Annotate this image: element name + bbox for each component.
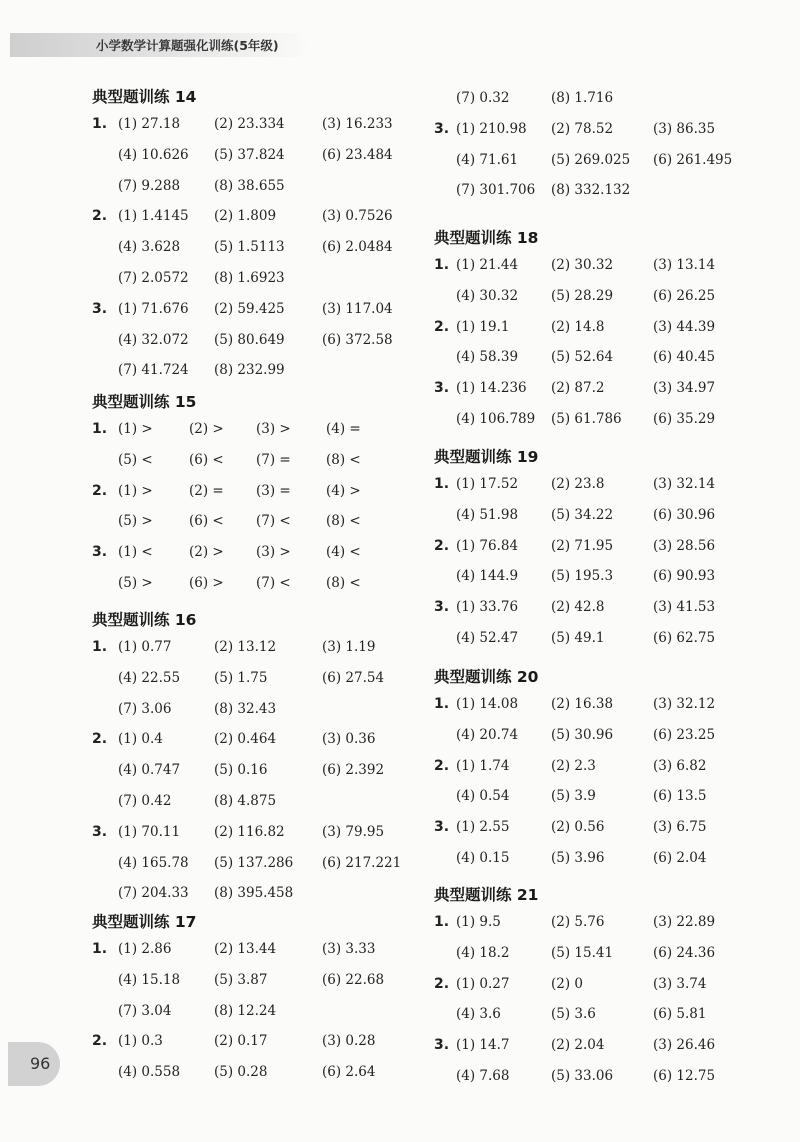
answer-item: (6) 40.45 bbox=[653, 349, 716, 366]
answer-row bbox=[92, 544, 422, 566]
answer-row bbox=[434, 1068, 774, 1090]
answer-item: (4) 71.61 bbox=[456, 151, 519, 168]
answer-item: (1) 9.5 bbox=[456, 914, 501, 930]
answer-item: (4) 7.68 bbox=[456, 1068, 510, 1084]
answer-item: (2) 1.809 bbox=[214, 208, 277, 225]
answer-item: (6) 2.392 bbox=[322, 762, 385, 779]
answer-item: (5) 30.96 bbox=[551, 726, 614, 743]
answer-item: (3) 34.97 bbox=[653, 380, 716, 397]
answer-item: (4) 15.18 bbox=[118, 971, 181, 988]
question-number: 1. bbox=[434, 696, 450, 712]
answer-row bbox=[92, 1033, 422, 1055]
answer-item: (6) 372.58 bbox=[322, 331, 393, 348]
answer-item: (3) 6.82 bbox=[653, 757, 707, 774]
answer-item: (3) 0.28 bbox=[322, 1033, 376, 1050]
answer-item: (2) 2.04 bbox=[551, 1037, 605, 1054]
answer-item: (3) 0.36 bbox=[322, 731, 376, 748]
answer-row bbox=[434, 788, 774, 810]
answer-item: (5) > bbox=[118, 575, 153, 591]
answer-item: (5) 49.1 bbox=[551, 630, 605, 646]
answer-item: (7) 3.06 bbox=[118, 700, 172, 717]
answer-item: (3) 3.74 bbox=[653, 975, 707, 992]
answer-item: (1) 0.27 bbox=[456, 975, 510, 992]
answer-item: (3) 32.14 bbox=[653, 476, 716, 492]
answer-row bbox=[434, 152, 774, 174]
answer-row bbox=[434, 568, 774, 590]
answer-item: (5) 28.29 bbox=[551, 287, 614, 304]
answer-item: (7) 3.04 bbox=[118, 1002, 172, 1019]
answer-item: (8) 38.655 bbox=[214, 177, 285, 194]
answer-item: (2) 0.17 bbox=[214, 1033, 268, 1050]
answer-row bbox=[92, 178, 422, 200]
answer-item: (4) 0.54 bbox=[456, 788, 510, 805]
answer-item: (5) 269.025 bbox=[551, 151, 631, 168]
question-number: 1. bbox=[92, 941, 108, 957]
answer-row bbox=[434, 1006, 774, 1028]
answer-item: (2) 14.8 bbox=[551, 318, 605, 335]
answer-item: (5) 1.75 bbox=[214, 669, 268, 686]
answer-item: (1) 1.74 bbox=[456, 757, 510, 774]
answer-item: (3) 1.19 bbox=[322, 639, 376, 655]
answer-row bbox=[92, 793, 422, 815]
answer-row bbox=[92, 483, 422, 505]
answer-item: (3) 28.56 bbox=[653, 537, 716, 554]
question-number: 2. bbox=[434, 757, 450, 774]
answer-item: (4) 106.789 bbox=[456, 411, 536, 427]
answer-row bbox=[434, 90, 774, 112]
answer-item: (4) 0.558 bbox=[118, 1064, 181, 1081]
answer-row bbox=[92, 762, 422, 784]
answer-item: (7) 2.0572 bbox=[118, 270, 189, 286]
answer-item: (2) 42.8 bbox=[551, 599, 605, 616]
answer-item: (5) 15.41 bbox=[551, 944, 614, 961]
answer-item: (7) 0.42 bbox=[118, 793, 172, 809]
answer-item: (3) > bbox=[256, 544, 291, 561]
answer-row bbox=[92, 824, 422, 846]
answer-item: (1) 14.7 bbox=[456, 1037, 510, 1054]
answer-item: (5) 52.64 bbox=[551, 349, 614, 366]
answer-item: (1) 76.84 bbox=[456, 537, 519, 554]
answer-item: (1) > bbox=[118, 421, 153, 437]
answer-item: (4) 51.98 bbox=[456, 506, 519, 523]
answer-row bbox=[434, 945, 774, 967]
answer-item: (2) > bbox=[189, 544, 224, 561]
answer-row bbox=[434, 349, 774, 371]
answer-item: (4) < bbox=[326, 544, 361, 561]
answer-item: (5) 1.5113 bbox=[214, 239, 285, 256]
answer-item: (1) 27.18 bbox=[118, 116, 181, 132]
answer-item: (3) 117.04 bbox=[322, 300, 393, 317]
section-title: 典型题训练 21 bbox=[434, 886, 539, 904]
answer-row bbox=[92, 362, 422, 384]
answer-item: (1) > bbox=[118, 482, 153, 499]
answer-item: (7) 204.33 bbox=[118, 885, 189, 902]
question-number: 2. bbox=[434, 318, 450, 335]
answer-item: (3) = bbox=[256, 482, 291, 499]
answer-row bbox=[92, 670, 422, 692]
answer-item: (1) 17.52 bbox=[456, 476, 519, 492]
answer-item: (2) = bbox=[189, 482, 224, 499]
answer-item: (2) 23.334 bbox=[214, 116, 285, 132]
answer-item: (4) 52.47 bbox=[456, 630, 519, 646]
answer-row bbox=[434, 257, 774, 279]
answer-item: (8) < bbox=[326, 451, 361, 468]
answer-item: (6) > bbox=[189, 575, 224, 591]
answer-item: (8) < bbox=[326, 575, 361, 591]
answer-row bbox=[434, 850, 774, 872]
answer-item: (5) < bbox=[118, 451, 153, 468]
answer-item: (8) 395.458 bbox=[214, 885, 294, 902]
answer-item: (6) 35.29 bbox=[653, 411, 716, 427]
answer-item: (5) 34.22 bbox=[551, 506, 614, 523]
answer-item: (2) 0.464 bbox=[214, 731, 277, 748]
answer-item: (5) > bbox=[118, 513, 153, 530]
answer-item: (3) 32.12 bbox=[653, 696, 716, 712]
answer-item: (3) 3.33 bbox=[322, 941, 376, 957]
answer-item: (6) 26.25 bbox=[653, 287, 716, 304]
answer-item: (1) 71.676 bbox=[118, 300, 189, 317]
question-number: 2. bbox=[92, 1033, 108, 1050]
answer-item: (1) 21.44 bbox=[456, 257, 519, 273]
answer-row bbox=[434, 411, 774, 433]
answer-item: (3) 16.233 bbox=[322, 116, 393, 132]
answer-item: (6) 2.04 bbox=[653, 850, 707, 866]
section-title: 典型题训练 15 bbox=[92, 393, 197, 411]
answer-item: (8) 32.43 bbox=[214, 700, 277, 717]
answer-item: (8) 332.132 bbox=[551, 182, 631, 199]
question-number: 3. bbox=[92, 544, 108, 561]
answer-item: (7) = bbox=[256, 451, 291, 468]
answer-row bbox=[434, 599, 774, 621]
answer-row bbox=[92, 731, 422, 753]
answer-row bbox=[92, 885, 422, 907]
answer-item: (1) 0.4 bbox=[118, 731, 163, 748]
answer-item: (6) 24.36 bbox=[653, 944, 716, 961]
answer-row bbox=[434, 630, 774, 652]
answer-item: (7) 301.706 bbox=[456, 182, 536, 199]
answer-item: (4) 3.6 bbox=[456, 1006, 501, 1023]
answer-item: (4) = bbox=[326, 421, 361, 437]
answer-item: (4) 58.39 bbox=[456, 349, 519, 366]
answer-item: (4) 22.55 bbox=[118, 669, 181, 686]
answer-row bbox=[92, 941, 422, 963]
answer-row bbox=[92, 270, 422, 292]
answer-item: (4) 20.74 bbox=[456, 726, 519, 743]
answer-item: (4) 0.747 bbox=[118, 762, 181, 779]
answer-item: (6) 90.93 bbox=[653, 568, 716, 585]
answer-item: (5) 195.3 bbox=[551, 568, 614, 585]
answer-item: (2) 0.56 bbox=[551, 819, 605, 836]
answer-item: (1) 14.236 bbox=[456, 380, 527, 397]
answer-item: (7) < bbox=[256, 513, 291, 530]
answer-item: (2) 59.425 bbox=[214, 300, 285, 317]
answer-row bbox=[92, 147, 422, 169]
answer-item: (1) 0.3 bbox=[118, 1033, 163, 1050]
answer-item: (5) 3.9 bbox=[551, 788, 596, 805]
answer-item: (1) 2.55 bbox=[456, 819, 510, 836]
answer-item: (8) < bbox=[326, 513, 361, 530]
answer-item: (2) 71.95 bbox=[551, 537, 614, 554]
answer-item: (6) 62.75 bbox=[653, 630, 716, 646]
answer-item: (6) 261.495 bbox=[653, 151, 733, 168]
section-title: 典型题训练 14 bbox=[92, 88, 197, 106]
question-number: 2. bbox=[434, 537, 450, 554]
answer-item: (7) 41.724 bbox=[118, 362, 189, 379]
answer-item: (5) 80.649 bbox=[214, 331, 285, 348]
answer-item: (3) 79.95 bbox=[322, 823, 385, 840]
answer-item: (2) 5.76 bbox=[551, 914, 605, 930]
answer-row bbox=[434, 319, 774, 341]
answer-item: (3) 6.75 bbox=[653, 819, 707, 836]
answer-item: (2) 0 bbox=[551, 975, 584, 992]
answer-item: (6) 2.64 bbox=[322, 1064, 376, 1081]
answer-item: (4) 0.15 bbox=[456, 850, 510, 866]
question-number: 1. bbox=[434, 257, 450, 273]
answer-item: (3) > bbox=[256, 421, 291, 437]
answer-item: (3) 26.46 bbox=[653, 1037, 716, 1054]
answer-item: (8) 12.24 bbox=[214, 1002, 277, 1019]
answer-item: (5) 61.786 bbox=[551, 411, 622, 427]
answer-row bbox=[434, 727, 774, 749]
answer-item: (5) 0.16 bbox=[214, 762, 268, 779]
answer-item: (2) 16.38 bbox=[551, 696, 614, 712]
answer-item: (5) 137.286 bbox=[214, 854, 294, 871]
answer-row bbox=[92, 208, 422, 230]
answer-item: (4) 144.9 bbox=[456, 568, 519, 585]
answer-row bbox=[434, 182, 774, 204]
answer-row bbox=[92, 301, 422, 323]
page-number: 96 bbox=[30, 1054, 51, 1073]
book-title: 小学数学计算题强化训练(5年级) bbox=[96, 38, 279, 53]
question-number: 3. bbox=[434, 120, 450, 137]
answer-item: (5) 3.87 bbox=[214, 971, 268, 988]
answer-item: (2) 30.32 bbox=[551, 257, 614, 273]
answer-item: (7) < bbox=[256, 575, 291, 591]
answer-item: (8) 1.716 bbox=[551, 90, 614, 106]
section-title: 典型题训练 19 bbox=[434, 448, 539, 466]
answer-row bbox=[92, 421, 422, 443]
answer-item: (4) 3.628 bbox=[118, 239, 181, 256]
question-number: 3. bbox=[434, 1037, 450, 1054]
answer-item: (6) < bbox=[189, 513, 224, 530]
question-number: 3. bbox=[434, 380, 450, 397]
answer-item: (5) 3.96 bbox=[551, 850, 605, 866]
question-number: 3. bbox=[92, 823, 108, 840]
answer-item: (8) 4.875 bbox=[214, 793, 277, 809]
answer-item: (4) 165.78 bbox=[118, 854, 189, 871]
answer-item: (3) 44.39 bbox=[653, 318, 716, 335]
answer-item: (5) 33.06 bbox=[551, 1068, 614, 1084]
question-number: 1. bbox=[434, 914, 450, 930]
answer-row bbox=[434, 819, 774, 841]
answer-row bbox=[434, 758, 774, 780]
answer-item: (1) < bbox=[118, 544, 153, 561]
answer-row bbox=[92, 701, 422, 723]
answer-row bbox=[434, 976, 774, 998]
answer-item: (5) 37.824 bbox=[214, 146, 285, 163]
answer-item: (4) > bbox=[326, 482, 361, 499]
answer-item: (2) 13.44 bbox=[214, 941, 277, 957]
answer-item: (6) 23.484 bbox=[322, 146, 393, 163]
question-number: 3. bbox=[434, 599, 450, 616]
answer-row bbox=[434, 288, 774, 310]
answer-row bbox=[434, 696, 774, 718]
question-number: 1. bbox=[92, 639, 108, 655]
answer-item: (2) 78.52 bbox=[551, 120, 614, 137]
answer-item: (3) 22.89 bbox=[653, 914, 716, 930]
question-number: 3. bbox=[434, 819, 450, 836]
answer-item: (2) 116.82 bbox=[214, 823, 285, 840]
answer-row bbox=[434, 1037, 774, 1059]
answer-item: (3) 13.14 bbox=[653, 257, 716, 273]
answer-item: (2) 87.2 bbox=[551, 380, 605, 397]
answer-item: (1) 70.11 bbox=[118, 823, 181, 840]
answer-row bbox=[434, 121, 774, 143]
answer-item: (6) 22.68 bbox=[322, 971, 385, 988]
answer-item: (6) < bbox=[189, 451, 224, 468]
answer-item: (6) 30.96 bbox=[653, 506, 716, 523]
answer-item: (1) 2.86 bbox=[118, 941, 172, 957]
answer-item: (3) 41.53 bbox=[653, 599, 716, 616]
section-title: 典型题训练 17 bbox=[92, 913, 197, 931]
page-number-badge bbox=[8, 1042, 60, 1086]
answer-item: (6) 13.5 bbox=[653, 788, 707, 805]
answer-item: (5) 3.6 bbox=[551, 1006, 596, 1023]
answer-row bbox=[92, 639, 422, 661]
answer-row bbox=[434, 507, 774, 529]
answer-item: (1) 14.08 bbox=[456, 696, 519, 712]
answer-item: (6) 5.81 bbox=[653, 1006, 707, 1023]
section-title: 典型题训练 20 bbox=[434, 668, 539, 686]
header-banner bbox=[10, 33, 310, 57]
answer-item: (1) 33.76 bbox=[456, 599, 519, 616]
answer-item: (4) 30.32 bbox=[456, 287, 519, 304]
answer-row bbox=[92, 513, 422, 535]
answer-row bbox=[92, 332, 422, 354]
answer-item: (4) 18.2 bbox=[456, 944, 510, 961]
answer-row bbox=[434, 914, 774, 936]
question-number: 2. bbox=[434, 975, 450, 992]
question-number: 2. bbox=[92, 482, 108, 499]
answer-item: (1) 1.4145 bbox=[118, 208, 189, 225]
answer-item: (4) 32.072 bbox=[118, 331, 189, 348]
answer-item: (6) 2.0484 bbox=[322, 239, 393, 256]
answer-item: (2) 13.12 bbox=[214, 639, 277, 655]
answer-item: (6) 217.221 bbox=[322, 854, 402, 871]
answer-row bbox=[92, 1064, 422, 1086]
answer-row bbox=[92, 452, 422, 474]
answer-row bbox=[92, 1003, 422, 1025]
answer-item: (4) 10.626 bbox=[118, 146, 189, 163]
section-title: 典型题训练 18 bbox=[434, 229, 539, 247]
question-number: 2. bbox=[92, 731, 108, 748]
answer-row bbox=[434, 380, 774, 402]
answer-item: (1) 19.1 bbox=[456, 318, 510, 335]
answer-item: (3) 86.35 bbox=[653, 120, 716, 137]
answer-row bbox=[92, 239, 422, 261]
answer-item: (6) 27.54 bbox=[322, 669, 385, 686]
question-number: 2. bbox=[92, 208, 108, 225]
question-number: 1. bbox=[92, 116, 108, 132]
answer-row bbox=[92, 116, 422, 138]
answer-row bbox=[92, 855, 422, 877]
answer-item: (2) 23.8 bbox=[551, 476, 605, 492]
answer-item: (5) 0.28 bbox=[214, 1064, 268, 1081]
answer-item: (6) 12.75 bbox=[653, 1068, 716, 1084]
section-title: 典型题训练 16 bbox=[92, 611, 197, 629]
answer-item: (2) 2.3 bbox=[551, 757, 596, 774]
answer-item: (8) 232.99 bbox=[214, 362, 285, 379]
answer-row bbox=[434, 538, 774, 560]
question-number: 1. bbox=[434, 476, 450, 492]
answer-item: (2) > bbox=[189, 421, 224, 437]
question-number: 3. bbox=[92, 300, 108, 317]
answer-item: (3) 0.7526 bbox=[322, 208, 393, 225]
answer-item: (8) 1.6923 bbox=[214, 270, 285, 286]
answer-row bbox=[434, 476, 774, 498]
question-number: 1. bbox=[92, 421, 108, 437]
answer-row bbox=[92, 575, 422, 597]
answer-item: (7) 9.288 bbox=[118, 177, 181, 194]
answer-row bbox=[92, 972, 422, 994]
answer-item: (1) 0.77 bbox=[118, 639, 172, 655]
answer-item: (7) 0.32 bbox=[456, 90, 510, 106]
answer-item: (6) 23.25 bbox=[653, 726, 716, 743]
answer-item: (1) 210.98 bbox=[456, 120, 527, 137]
